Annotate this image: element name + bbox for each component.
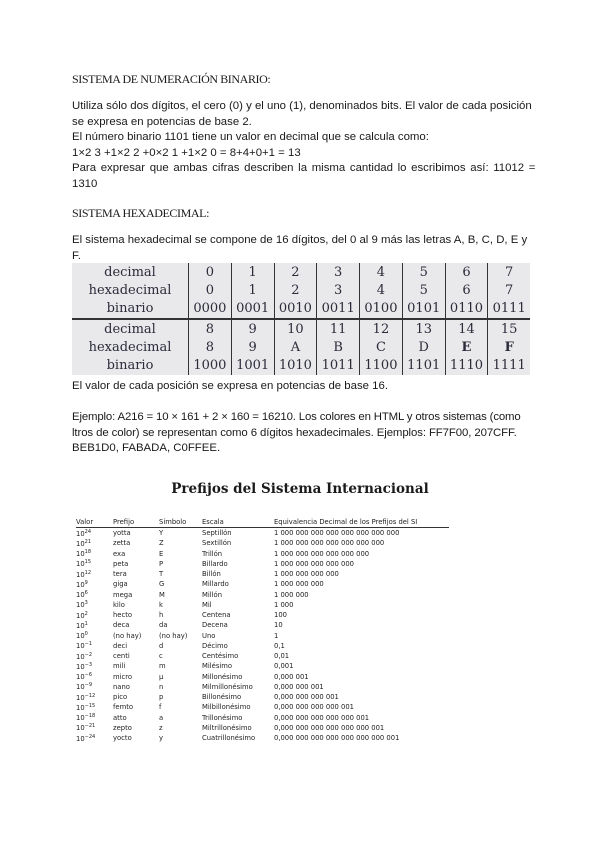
table-cell: 1011 (317, 356, 360, 374)
table-cell: 2 (274, 281, 317, 299)
si-scale: Centena (202, 611, 231, 620)
binary-line: El número binario 1101 tiene un valor en decimal que se calcula como: (72, 131, 429, 143)
si-prefix: zepto (113, 723, 132, 732)
si-symbol: d (159, 641, 164, 650)
si-scale: Septillón (202, 529, 232, 538)
hex-example-line: ltros de color) se representan como 6 dígitos hexadecimales. Ejemplos: FF7F00, 207CFF. (72, 426, 517, 439)
hex-example-line: BEB1D0, FABADA, C0FFEE. (72, 442, 221, 454)
row-label: binario (72, 356, 189, 374)
si-row (76, 600, 449, 610)
table-cell: 0011 (317, 300, 360, 319)
si-scale: Trillón (202, 549, 223, 558)
si-row (76, 538, 449, 548)
si-decimal: 1 000 000 (274, 590, 309, 599)
si-base: 10 (76, 539, 85, 548)
si-row (76, 590, 449, 600)
hex-intro-line: F. (72, 249, 81, 262)
si-symbol: z (159, 723, 163, 732)
si-value (76, 702, 113, 712)
si-exponent: 9 (84, 579, 88, 586)
table-cell: 3 (317, 263, 360, 281)
si-row (76, 661, 449, 671)
table-cell: 0100 (360, 300, 403, 319)
si-scale: Trillonésimo (202, 713, 243, 722)
table-cell: 1000 (189, 356, 232, 374)
si-base: 10 (76, 591, 85, 600)
si-decimal: 0,000 000 000 000 000 000 000 001 (274, 734, 400, 743)
si-symbol: m (159, 662, 166, 671)
table-cell: 0010 (274, 300, 317, 319)
si-symbol: n (159, 682, 164, 691)
table-cell: 8 (189, 319, 232, 338)
si-col-header: Equivalencia Decimal de los Prefijos del SI (274, 517, 449, 528)
si-decimal: 0,001 (274, 662, 294, 671)
si-value (76, 631, 113, 641)
table-cell: 5 (402, 263, 445, 281)
si-prefix: (no hay) (113, 631, 142, 640)
binary-heading: SISTEMA DE NUMERACIÓN BINARIO: (72, 72, 271, 86)
binary-line: 1×2 3 +1×2 2 +0×2 1 +1×2 0 = 8+4+0+1 = 13 (72, 146, 301, 159)
si-row (76, 723, 449, 733)
si-scale: Sextillón (202, 539, 232, 548)
si-base: 10 (76, 580, 85, 589)
table-row (72, 356, 530, 374)
si-row (76, 672, 449, 682)
si-base: 10 (76, 724, 85, 733)
si-exponent: −21 (84, 723, 96, 730)
si-symbol: Z (159, 539, 164, 548)
si-exponent: −3 (84, 661, 93, 668)
table-cell: 0111 (488, 300, 530, 319)
si-value (76, 610, 113, 620)
si-decimal: 0,000 000 000 001 (274, 693, 339, 702)
row-label: hexadecimal (72, 338, 189, 356)
si-decimal: 0,01 (274, 652, 290, 661)
si-scale: Mil (202, 600, 212, 609)
si-row (76, 569, 449, 579)
table-cell: 7 (488, 281, 530, 299)
si-prefix: yotta (113, 529, 131, 538)
si-symbol: Y (159, 529, 164, 538)
si-value (76, 569, 113, 579)
si-title: Prefijos del Sistema Internacional (171, 481, 429, 497)
table-cell: 10 (274, 319, 317, 338)
si-scale: Uno (202, 631, 216, 640)
table-row (72, 300, 530, 319)
row-label: hexadecimal (72, 281, 189, 299)
si-scale: Milmillonésimo (202, 682, 253, 691)
si-row (76, 620, 449, 630)
si-value (76, 672, 113, 682)
si-exponent: 21 (84, 538, 92, 545)
hex-intro-line: El sistema hexadecimal se compone de 16 dígitos, del 0 al 9 más las letras A, B, C, D, E y (72, 234, 528, 246)
si-row (76, 559, 449, 569)
si-col-header: Valor (76, 517, 113, 528)
si-base: 10 (76, 714, 85, 723)
si-exponent: −24 (84, 733, 96, 740)
table-cell: 0 (189, 263, 232, 281)
table-cell: 0110 (445, 300, 488, 319)
binary-paragraph (72, 99, 536, 192)
si-row (76, 733, 449, 743)
binary-line: Para expresar que ambas cifras describen la misma cantidad lo escribimos así: 11012 = (72, 162, 536, 174)
si-decimal: 1 000 000 000 000 (274, 570, 339, 579)
si-base: 10 (76, 652, 85, 661)
si-scale: Decena (202, 621, 228, 630)
si-prefix: micro (113, 672, 133, 681)
si-base: 10 (76, 734, 85, 743)
binary-line: Utiliza sólo dos dígitos, el cero (0) y el uno (1), denominados bits. El valor de cada posición (72, 100, 532, 112)
si-row (76, 528, 449, 539)
si-base: 10 (76, 570, 85, 579)
hex-after-table (72, 379, 528, 395)
si-value (76, 641, 113, 651)
si-value (76, 600, 113, 610)
hex-example (72, 410, 528, 457)
table-cell: D (402, 338, 445, 356)
si-scale: Millardo (202, 580, 229, 589)
si-scale: Milésimo (202, 662, 233, 671)
table-cell: 1001 (231, 356, 274, 374)
table-cell: 1010 (274, 356, 317, 374)
si-prefix: exa (113, 549, 126, 558)
table-cell: 0000 (189, 300, 232, 319)
table-cell: 6 (445, 281, 488, 299)
si-scale: Décimo (202, 641, 228, 650)
si-row (76, 692, 449, 702)
si-col-header: Prefijo (113, 517, 159, 528)
si-base: 10 (76, 683, 85, 692)
si-decimal: 1 000 000 000 (274, 580, 324, 589)
si-symbol: c (159, 652, 163, 661)
si-scale: Milbillonésimo (202, 703, 251, 712)
si-decimal: 100 (274, 611, 287, 620)
si-prefix: femto (113, 703, 134, 712)
table-row (72, 338, 530, 356)
si-symbol: a (159, 713, 164, 722)
si-prefix: tera (113, 570, 127, 579)
si-decimal: 1 (274, 631, 279, 640)
si-prefix: mili (113, 662, 126, 671)
si-base: 10 (76, 673, 85, 682)
si-prefix: hecto (113, 611, 133, 620)
row-label: decimal (72, 263, 189, 281)
si-prefix: yocto (113, 734, 132, 743)
row-label: binario (72, 300, 189, 319)
si-symbol: da (159, 621, 168, 630)
si-symbol: p (159, 693, 164, 702)
si-base: 10 (76, 550, 85, 559)
hex-heading: SISTEMA HEXADECIMAL: (72, 206, 210, 220)
si-base: 10 (76, 529, 85, 538)
si-value (76, 528, 113, 539)
si-scale: Millón (202, 590, 222, 599)
table-cell: 7 (488, 263, 530, 281)
table-cell: 5 (402, 281, 445, 299)
table-cell: 9 (231, 338, 274, 356)
table-cell: 9 (231, 319, 274, 338)
hex-intro (72, 233, 528, 264)
table-cell: 12 (360, 319, 403, 338)
binary-line: 1310 (72, 177, 98, 190)
hex-after-line: El valor de cada posición se expresa en potencias de base 16. (72, 380, 388, 392)
table-row (72, 281, 530, 299)
table-cell: A (274, 338, 317, 356)
si-prefix: nano (113, 682, 130, 691)
si-value (76, 713, 113, 723)
si-exponent: 6 (84, 590, 88, 597)
table-cell: 6 (445, 263, 488, 281)
si-row (76, 641, 449, 651)
table-cell: F (488, 338, 530, 356)
si-exponent: −9 (84, 682, 93, 689)
si-value (76, 692, 113, 702)
si-decimal: 0,000 001 (274, 672, 309, 681)
si-symbol: f (159, 703, 162, 712)
table-cell: 1110 (445, 356, 488, 374)
table-cell: 1101 (402, 356, 445, 374)
table-cell: 1 (231, 281, 274, 299)
si-symbol: E (159, 549, 164, 558)
si-exponent: −18 (84, 713, 96, 720)
si-decimal: 10 (274, 621, 283, 630)
si-exponent: −1 (84, 641, 93, 648)
si-scale: Billonésimo (202, 693, 242, 702)
si-prefix: centi (113, 652, 130, 661)
si-value (76, 538, 113, 548)
table-cell: C (360, 338, 403, 356)
table-cell: E (445, 338, 488, 356)
si-exponent: 24 (84, 528, 92, 535)
si-symbol: h (159, 611, 164, 620)
si-base: 10 (76, 662, 85, 671)
table-cell: 15 (488, 319, 530, 338)
si-base: 10 (76, 642, 85, 651)
si-exponent: −6 (84, 672, 93, 679)
si-symbol: µ (159, 672, 164, 681)
si-symbol: M (159, 590, 165, 599)
table-cell: 1111 (488, 356, 530, 374)
si-exponent: 0 (84, 631, 88, 638)
si-value (76, 620, 113, 630)
table-row (72, 263, 530, 281)
si-row (76, 549, 449, 559)
si-row (76, 631, 449, 641)
si-row (76, 579, 449, 589)
si-base: 10 (76, 560, 85, 569)
si-symbol: P (159, 559, 164, 568)
si-scale: Centésimo (202, 652, 239, 661)
si-base: 10 (76, 703, 85, 712)
si-row (76, 713, 449, 723)
si-value (76, 661, 113, 671)
si-base: 10 (76, 611, 85, 620)
si-value (76, 723, 113, 733)
si-prefix: mega (113, 590, 133, 599)
si-exponent: 2 (84, 610, 88, 617)
si-symbol: y (159, 734, 164, 743)
si-row (76, 702, 449, 712)
si-scale: Billardo (202, 559, 228, 568)
si-value (76, 733, 113, 743)
si-decimal: 1 000 000 000 000 000 000 000 (274, 539, 385, 548)
table-cell: 11 (317, 319, 360, 338)
si-prefix: deca (113, 621, 130, 630)
si-table-body (76, 528, 449, 744)
si-decimal: 0,000 000 000 000 000 000 001 (274, 723, 385, 732)
si-exponent: 3 (84, 600, 88, 607)
si-base: 10 (76, 693, 85, 702)
si-prefix: kilo (113, 600, 125, 609)
conversion-table (72, 263, 530, 375)
si-header-row (76, 517, 449, 528)
si-value (76, 651, 113, 661)
si-base: 10 (76, 632, 85, 641)
table-cell: 4 (360, 281, 403, 299)
si-decimal: 1 000 000 000 000 000 (274, 559, 354, 568)
si-decimal: 0,000 000 001 (274, 682, 324, 691)
si-prefix: giga (113, 580, 128, 589)
si-prefix-table (76, 517, 449, 743)
si-prefix: peta (113, 559, 129, 568)
si-scale: Millonésimo (202, 672, 243, 681)
si-decimal: 0,000 000 000 000 001 (274, 703, 354, 712)
table-cell: 2 (274, 263, 317, 281)
table-row (72, 319, 530, 338)
si-prefix: pico (113, 693, 128, 702)
table-cell: 1100 (360, 356, 403, 374)
si-prefix: atto (113, 713, 127, 722)
si-value (76, 579, 113, 589)
si-decimal: 0,000 000 000 000 000 001 (274, 713, 370, 722)
si-decimal: 0,1 (274, 641, 285, 650)
table-cell: 0101 (402, 300, 445, 319)
hex-example-line: Ejemplo: A216 = 10 × 161 + 2 × 160 = 16210. Los colores en HTML y otros sistemas (como (72, 411, 521, 423)
si-scale: Miltrillonésimo (202, 723, 252, 732)
si-exponent: 12 (84, 569, 92, 576)
si-value (76, 559, 113, 569)
si-col-header: Símbolo (159, 517, 202, 528)
binary-line: se expresa en potencias de base 2. (72, 115, 252, 128)
si-row (76, 682, 449, 692)
si-exponent: 1 (84, 620, 88, 627)
si-symbol: T (159, 570, 164, 579)
si-col-header: Escala (202, 517, 274, 528)
si-row (76, 651, 449, 661)
si-prefix: deci (113, 641, 128, 650)
si-scale: Billón (202, 570, 221, 579)
si-symbol: G (159, 580, 165, 589)
table-cell: 4 (360, 263, 403, 281)
si-exponent: 15 (84, 559, 92, 566)
table-cell: 0001 (231, 300, 274, 319)
si-decimal: 1 000 (274, 600, 294, 609)
si-decimal: 1 000 000 000 000 000 000 (274, 549, 370, 558)
si-exponent: −12 (84, 692, 96, 699)
table-cell: 3 (317, 281, 360, 299)
row-label: decimal (72, 319, 189, 338)
si-scale: Cuatrillonésimo (202, 734, 256, 743)
si-value (76, 549, 113, 559)
si-base: 10 (76, 621, 85, 630)
si-base: 10 (76, 601, 85, 610)
si-prefix: zetta (113, 539, 131, 548)
si-value (76, 682, 113, 692)
si-exponent: −15 (84, 702, 96, 709)
si-decimal: 1 000 000 000 000 000 000 000 000 (274, 529, 400, 538)
si-symbol: (no hay) (159, 631, 188, 640)
si-value (76, 590, 113, 600)
table-cell: 13 (402, 319, 445, 338)
table-cell: B (317, 338, 360, 356)
si-exponent: −2 (84, 651, 93, 658)
table-cell: 14 (445, 319, 488, 338)
si-row (76, 610, 449, 620)
si-symbol: k (159, 600, 163, 609)
table-cell: 8 (189, 338, 232, 356)
table-cell: 1 (231, 263, 274, 281)
si-exponent: 18 (84, 549, 92, 556)
table-cell: 0 (189, 281, 232, 299)
